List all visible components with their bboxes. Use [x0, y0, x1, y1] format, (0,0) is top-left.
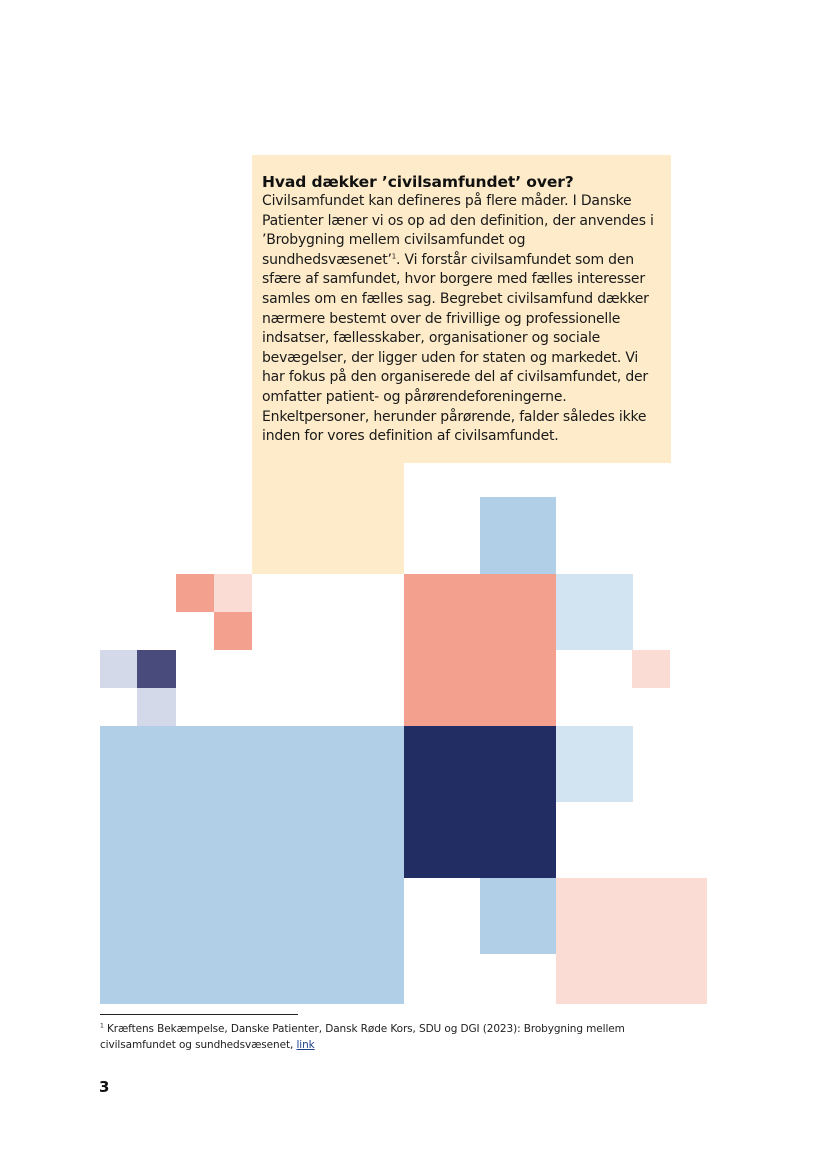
info-box-heading: Hvad dækker ’civilsamfundet’ over? — [262, 173, 574, 191]
navy-block-large — [404, 726, 556, 878]
lightblue-block-b — [556, 726, 633, 802]
lavender-block-a — [100, 650, 137, 688]
lavender-block-b — [137, 688, 176, 726]
lightblue-block-a — [556, 574, 633, 650]
page-number: 3 — [99, 1078, 110, 1096]
salmon-block-small-a — [176, 574, 214, 612]
pink-block-large — [556, 878, 707, 1004]
info-box-body — [262, 192, 661, 447]
footnote — [100, 1021, 700, 1053]
info-box — [252, 155, 671, 463]
pink-block-small-b — [632, 650, 670, 688]
salmon-block-large — [404, 574, 556, 726]
pink-block-small-a — [214, 574, 252, 612]
info-box-body-part2: . Vi forstår civilsamfundet som den sfære af samfundet, hvor borgere med fælles interesser samles om en fælles sag. Begrebet civilsamfund dækker nærmere bestemt over de frivillige og professionelle indsatser, fællesskaber, organisationer og sociale bevægelser, der ligger uden for staten og markedet. Vi har fokus på den organiserede del af civilsamfundet, der omfatter patient- og pårørendeforeningerne. Enkeltpersoner, herunder pårørende, falder således ikke inden for vores definition af civilsamfundet. — [262, 251, 649, 445]
footnote-number: 1 — [100, 1022, 104, 1030]
footnote-reference[interactable]: 1 — [391, 252, 397, 261]
footnote-link[interactable]: link — [296, 1039, 315, 1051]
purple-block — [137, 650, 176, 688]
footnote-divider — [100, 1014, 298, 1015]
blue-block-bottom — [480, 878, 556, 954]
salmon-block-small-b — [214, 612, 252, 650]
yellow-block-tall — [252, 455, 404, 574]
info-box-body-part1: Civilsamfundet kan defineres på flere måder. I Danske Patienter læner vi os op ad den definition, der anvendes i ’Brobygning mellem civilsamfundet og sundhedsvæsenet’ — [262, 193, 654, 268]
footnote-text: Kræftens Bekæmpelse, Danske Patienter, Dansk Røde Kors, SDU og DGI (2023): Brobygning mellem civilsamfundet og sundhedsvæsenet, — [100, 1023, 625, 1051]
blue-block-top — [480, 497, 556, 574]
blue-block-large — [100, 726, 404, 1004]
